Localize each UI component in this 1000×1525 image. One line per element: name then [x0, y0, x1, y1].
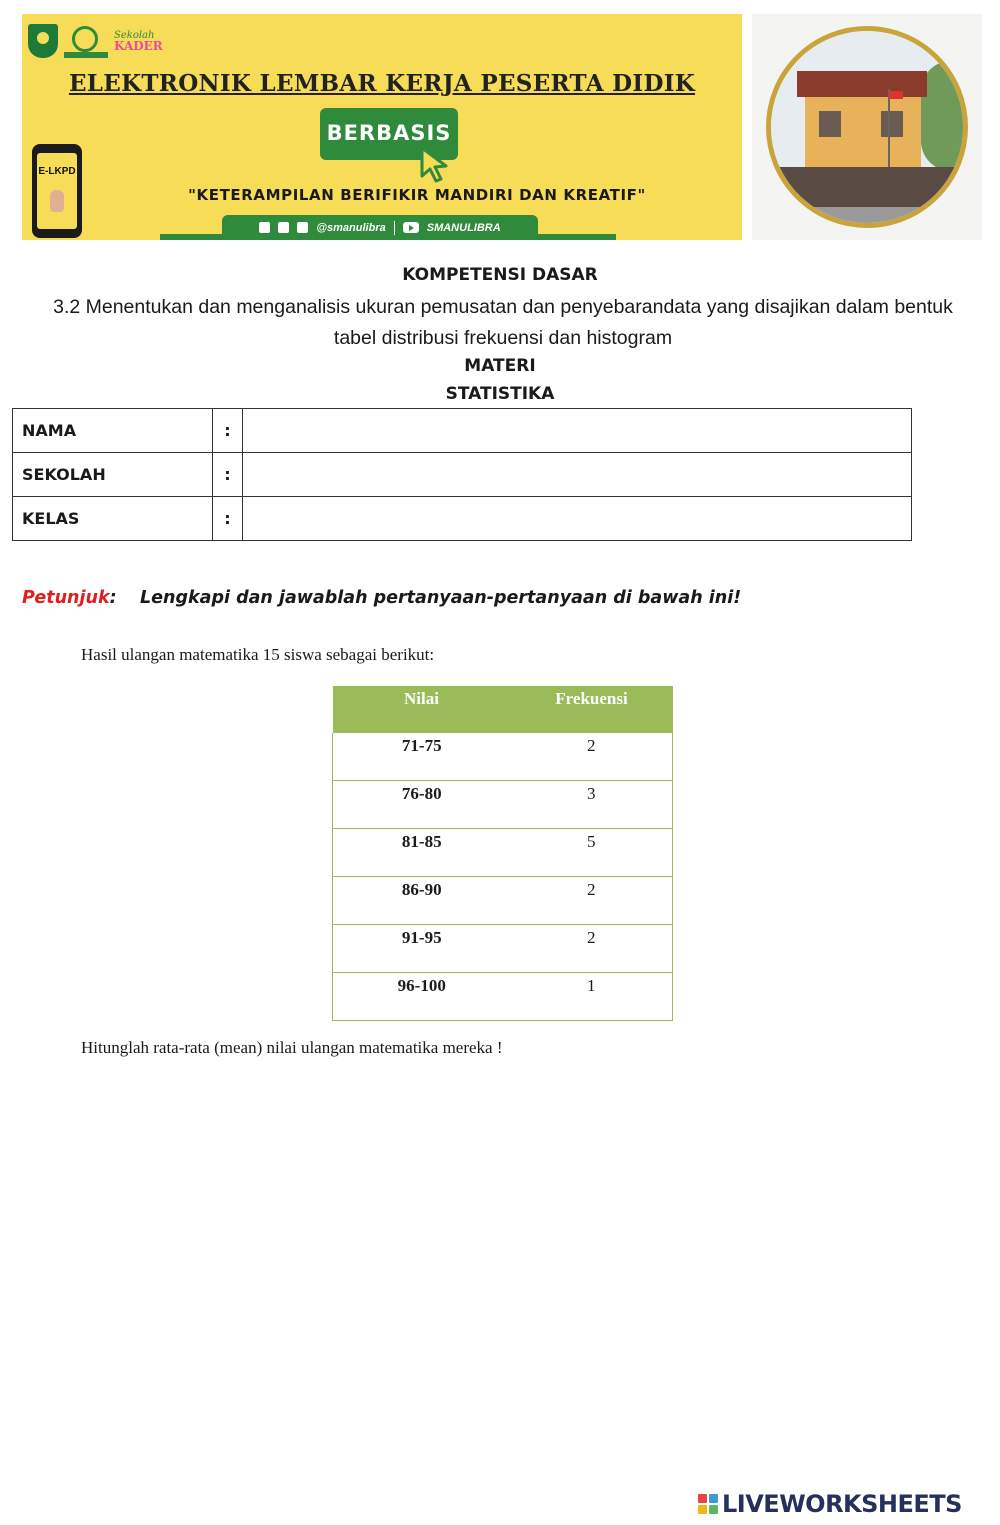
liveworksheets-brand: LIVEWORKSHEETS	[722, 1490, 962, 1518]
school-photo	[752, 14, 982, 240]
kelas-label: KELAS	[13, 497, 213, 541]
identity-row-kelas	[13, 497, 912, 541]
nilai-cell: 81-85	[333, 829, 511, 877]
social-divider	[394, 221, 395, 235]
identity-table	[12, 408, 912, 541]
nama-label: NAMA	[13, 409, 213, 453]
colon: :	[213, 497, 243, 541]
table-header	[333, 686, 673, 733]
table-row	[333, 973, 673, 1021]
materi-topic: STATISTIKA	[445, 384, 555, 404]
instagram-icon	[259, 222, 270, 233]
social-handle: @smanulibra	[316, 221, 386, 234]
nilai-cell: 91-95	[333, 925, 511, 973]
berbasis-badge: BERBASIS	[320, 108, 458, 160]
nilai-cell: 96-100	[333, 973, 511, 1021]
colon: :	[213, 453, 243, 497]
petunjuk-colon: :	[109, 588, 117, 608]
youtube-channel: SMANULIBRA	[426, 221, 501, 234]
sekolah-input[interactable]	[243, 454, 915, 496]
header-frekuensi: Frekuensi	[511, 686, 673, 733]
nilai-cell: 71-75	[333, 733, 511, 781]
sekolah-field-cell	[243, 453, 912, 497]
question-text: Hitunglah rata-rata (mean) nilai ulangan matematika mereka !	[81, 1038, 503, 1057]
logo-row	[28, 24, 163, 58]
frekuensi-cell: 3	[511, 781, 673, 829]
phone-label: E-LKPD	[38, 166, 76, 177]
table-row	[333, 733, 673, 781]
colon: :	[213, 409, 243, 453]
social-bar	[222, 215, 538, 240]
nu-logo-icon	[64, 24, 108, 58]
sekolah-kader-logo: Sekolah KADER	[114, 30, 163, 53]
hand-icon	[50, 190, 64, 212]
sekolah-label: SEKOLAH	[13, 453, 213, 497]
nilai-cell: 86-90	[333, 877, 511, 925]
liveworksheets-logo	[698, 1490, 962, 1518]
cursor-icon	[416, 144, 456, 184]
frekuensi-cell: 2	[511, 733, 673, 781]
liveworksheets-grid-icon	[698, 1494, 718, 1514]
petunjuk-label: Petunjuk	[22, 588, 110, 608]
nama-field-cell	[243, 409, 912, 453]
phone-icon	[32, 144, 82, 238]
materi-heading: MATERI	[464, 356, 536, 376]
petunjuk-text: Lengkapi dan jawablah pertanyaan-pertanyaan di bawah ini!	[140, 588, 742, 608]
intro-text: Hasil ulangan matematika 15 siswa sebagai berikut:	[81, 645, 435, 664]
kompetensi-heading: KOMPETENSI DASAR	[402, 265, 598, 285]
kelas-input[interactable]	[243, 498, 915, 540]
frequency-table	[332, 686, 673, 1021]
identity-row-nama	[13, 409, 912, 453]
facebook-icon	[278, 222, 289, 233]
petunjuk	[22, 588, 742, 608]
frekuensi-cell: 2	[511, 877, 673, 925]
kelas-field-cell	[243, 497, 912, 541]
nilai-cell: 76-80	[333, 781, 511, 829]
youtube-icon	[403, 222, 419, 233]
kompetensi-text: 3.2 Menentukan dan menganalisis ukuran pemusatan dan penyebarandata yang disajikan dalam bentuk tabel distribusi frekuensi dan histogram	[53, 296, 953, 349]
frekuensi-cell: 2	[511, 925, 673, 973]
flag-icon	[889, 91, 903, 99]
nama-input[interactable]	[243, 410, 915, 452]
table-row	[333, 925, 673, 973]
banner-title: ELEKTRONIK LEMBAR KERJA PESERTA DIDIK	[68, 70, 696, 97]
table-row	[333, 877, 673, 925]
banner-tagline: "KETERAMPILAN BERIFIKIR MANDIRI DAN KREATIF"	[188, 186, 646, 204]
header-banner	[22, 14, 742, 240]
frekuensi-cell: 5	[511, 829, 673, 877]
table-row	[333, 829, 673, 877]
frekuensi-cell: 1	[511, 973, 673, 1021]
identity-row-sekolah	[13, 453, 912, 497]
table-row	[333, 781, 673, 829]
tiktok-icon	[297, 222, 308, 233]
school-building-image	[766, 26, 968, 228]
header-nilai: Nilai	[333, 686, 511, 733]
ministry-logo-icon	[28, 24, 58, 58]
